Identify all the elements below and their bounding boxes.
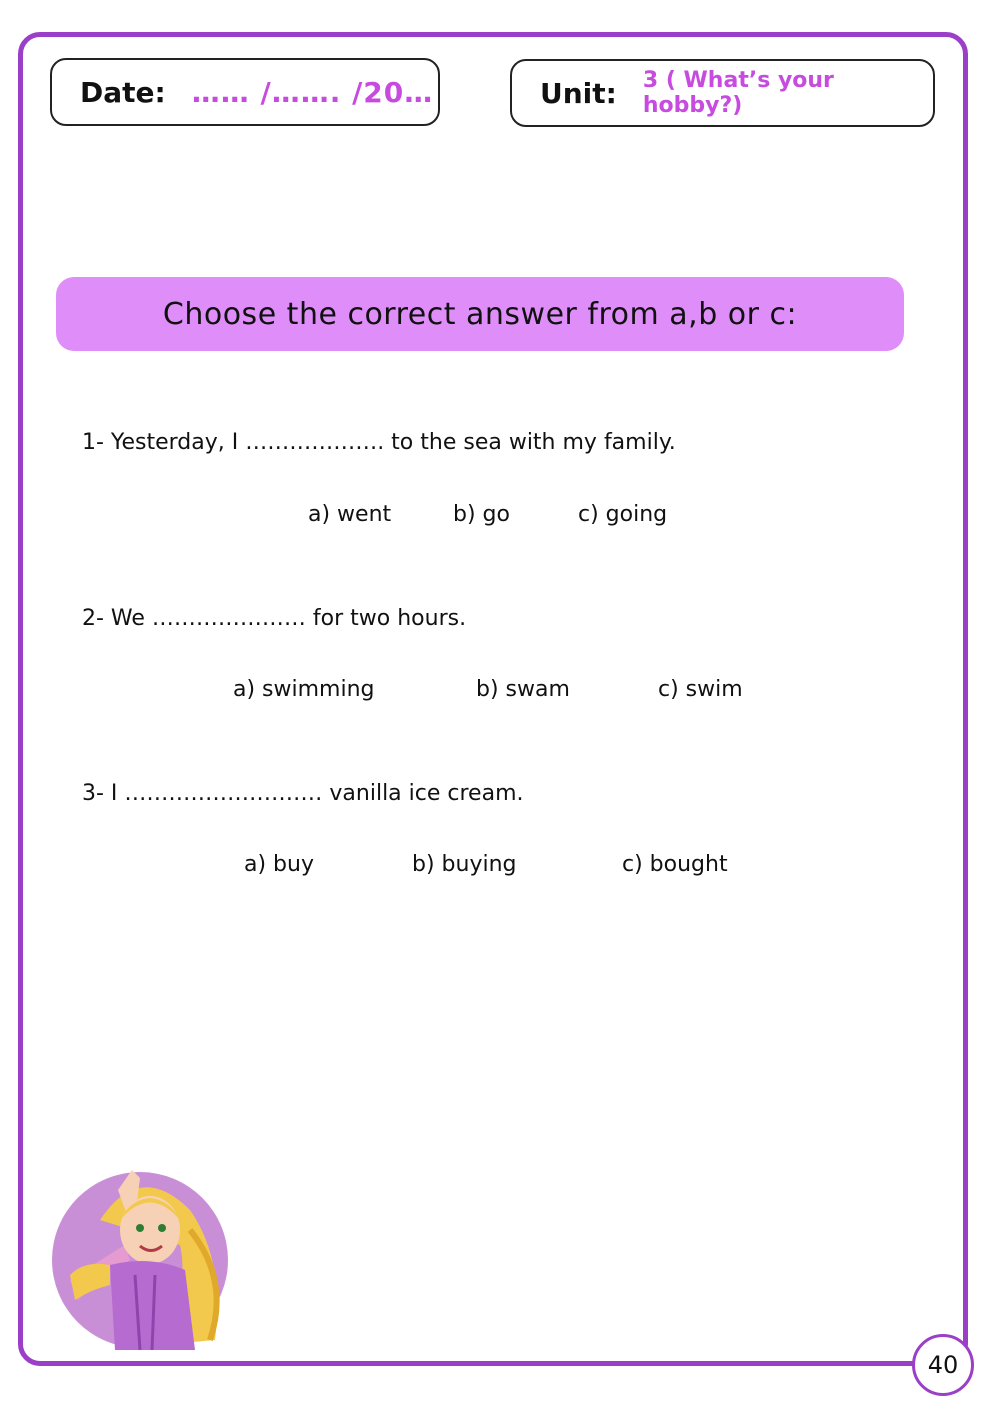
- q3-option-b[interactable]: b) buying: [412, 852, 517, 877]
- character-sticker-icon: [40, 1150, 250, 1360]
- q3-option-a[interactable]: a) buy: [244, 852, 314, 877]
- unit-box: [510, 59, 935, 127]
- date-box: [50, 58, 440, 126]
- question-1: 1- Yesterday, I ………………. to the sea with my family.: [82, 430, 676, 455]
- character-illustration: [40, 1150, 250, 1360]
- instruction-banner: [56, 277, 904, 351]
- unit-value: 3 ( What’s your hobby?): [642, 68, 834, 118]
- question-3: 3- I ……………………… vanilla ice cream.: [82, 781, 524, 806]
- date-value: …… /……. /20…: [191, 75, 434, 109]
- date-label: Date:: [80, 75, 166, 109]
- q1-option-b[interactable]: b) go: [453, 502, 510, 527]
- q3-option-c[interactable]: c) bought: [622, 852, 728, 877]
- unit-label: Unit:: [540, 76, 617, 110]
- q2-option-b[interactable]: b) swam: [476, 677, 570, 702]
- q1-option-c[interactable]: c) going: [578, 502, 668, 527]
- question-2: 2- We ………………… for two hours.: [82, 606, 467, 631]
- instruction-text: Choose the correct answer from a,b or c:: [162, 296, 798, 332]
- q1-option-a[interactable]: a) went: [308, 502, 392, 527]
- q2-option-c[interactable]: c) swim: [658, 677, 743, 702]
- page-number: 40: [912, 1334, 974, 1396]
- q2-option-a[interactable]: a) swimming: [233, 677, 375, 702]
